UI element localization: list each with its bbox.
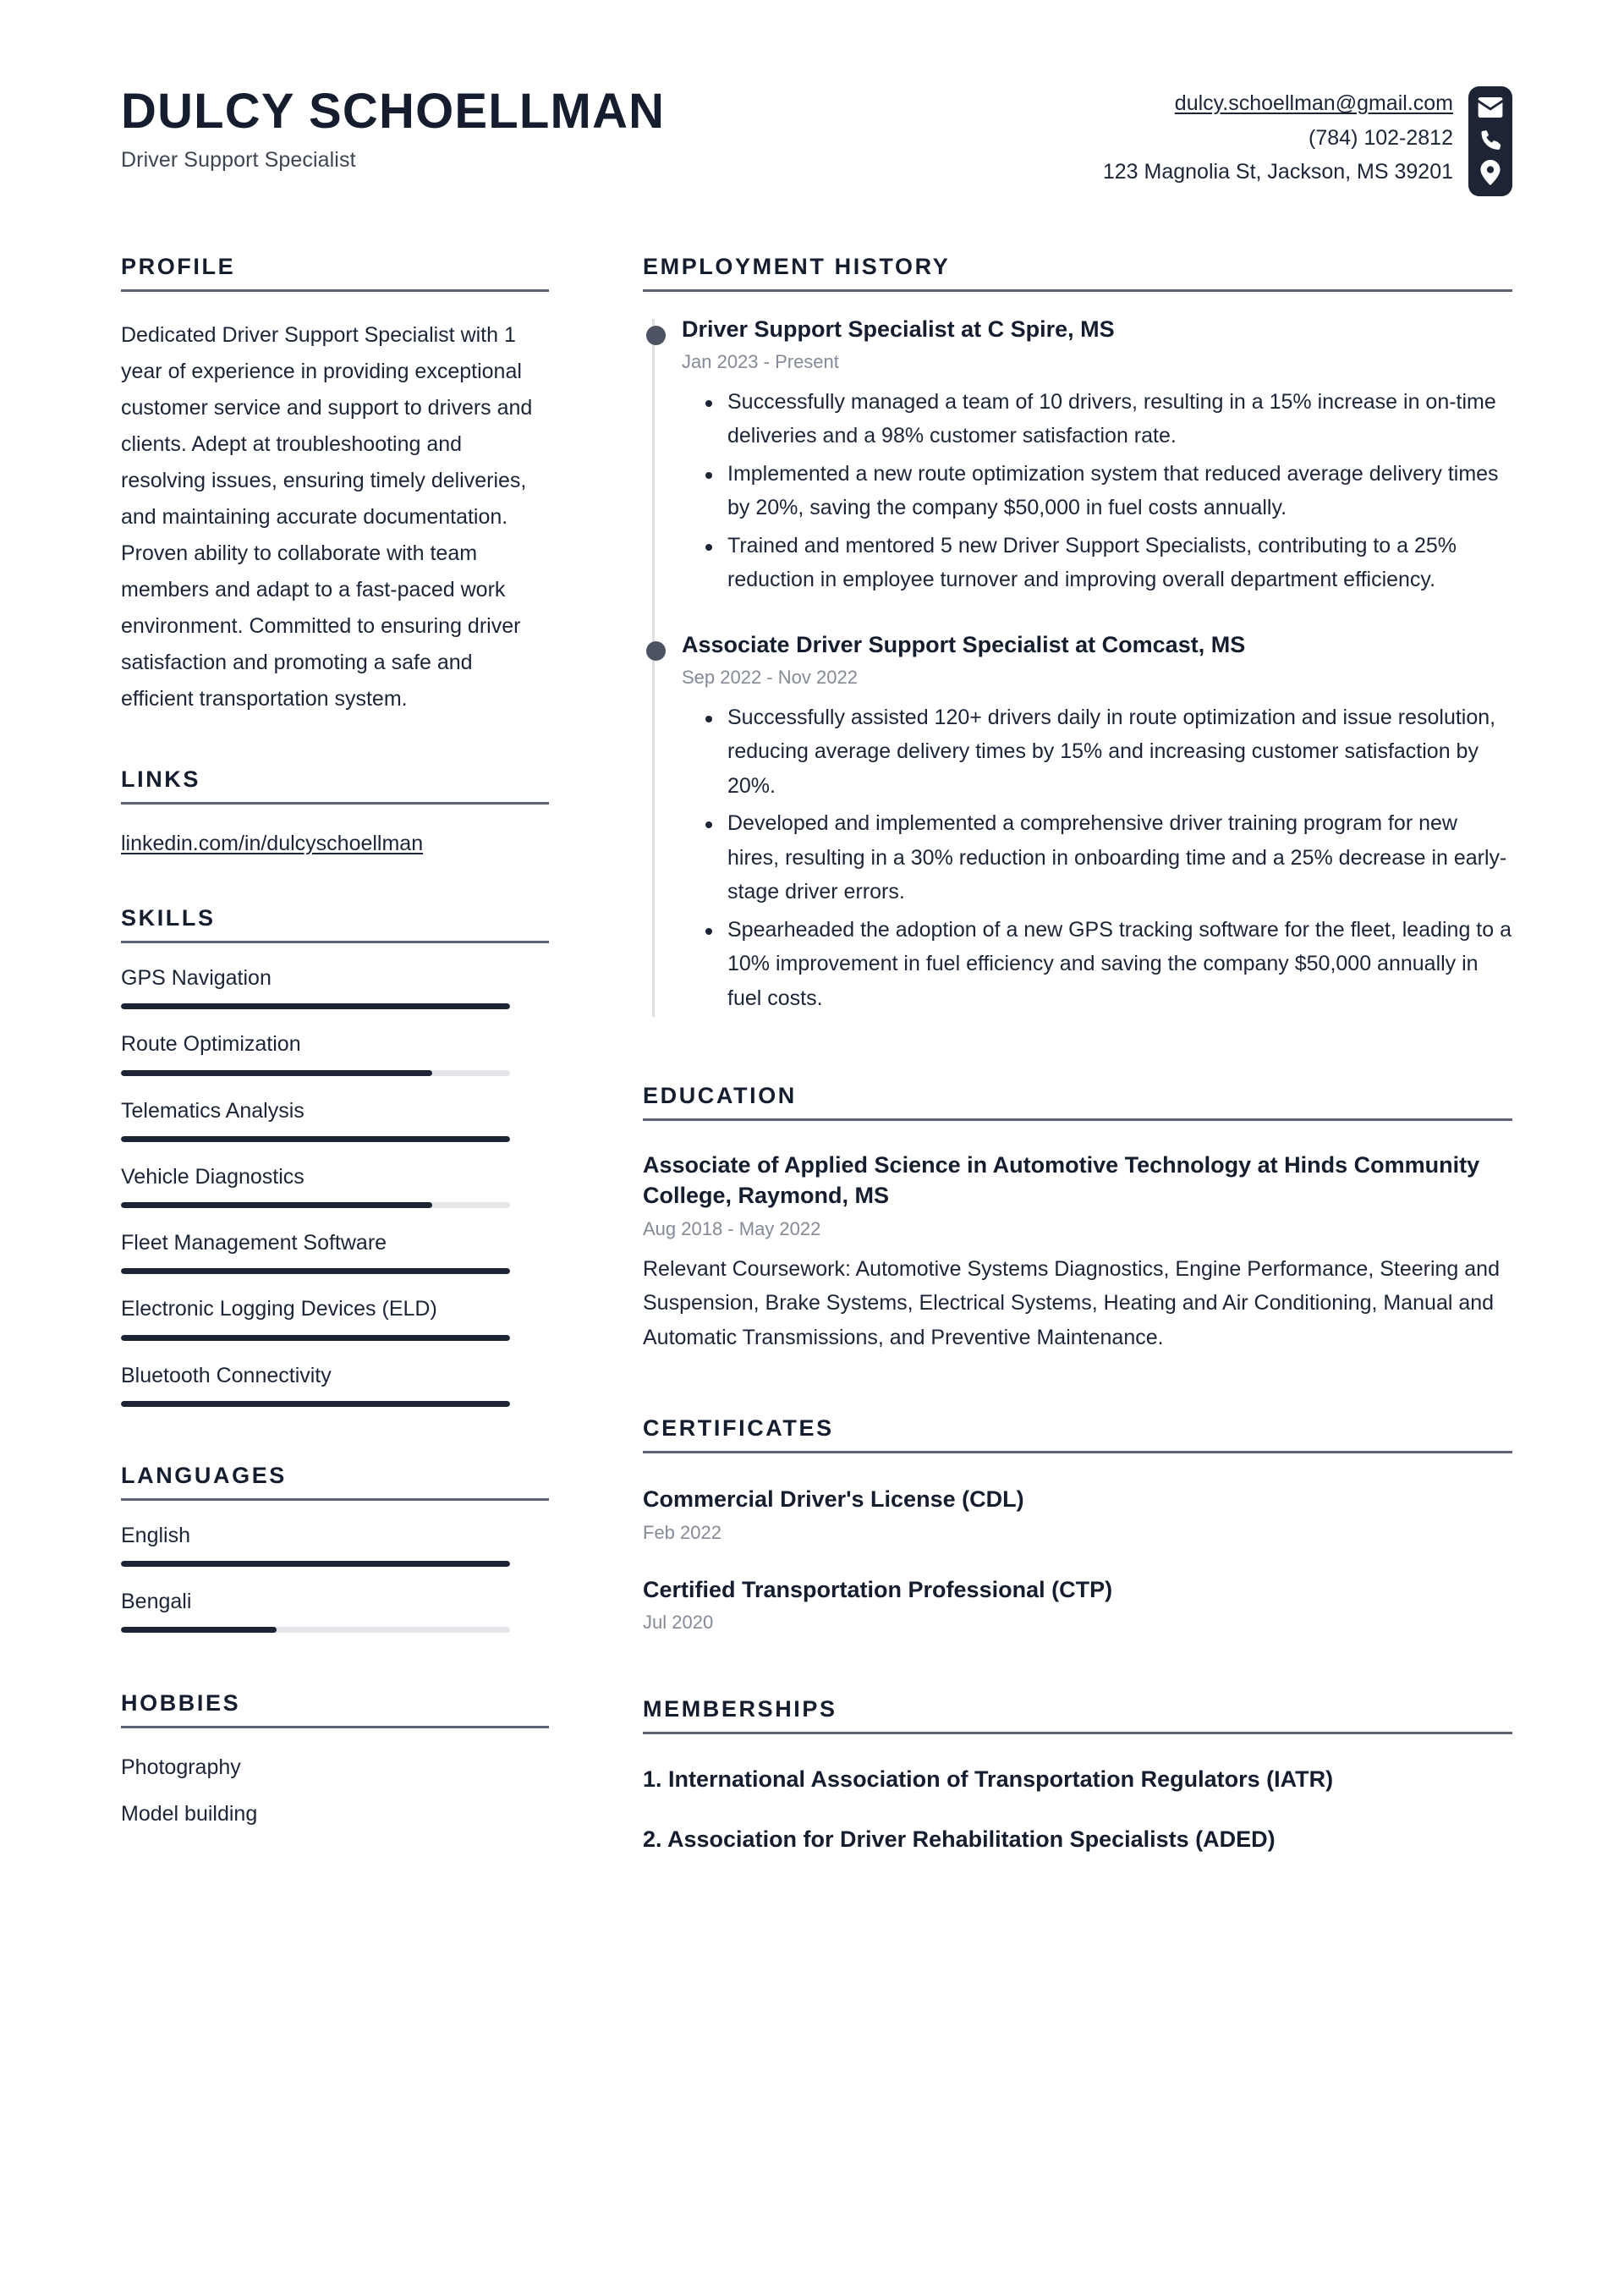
link-item[interactable]: linkedin.com/in/dulcyschoellman: [121, 832, 424, 855]
job-bullet: Trained and mentored 5 new Driver Support Specialists, contributing to a 25% reduction in employee turnover and improving overall department efficiency.: [727, 529, 1512, 597]
certificate-entry: [643, 1484, 1512, 1543]
employment-section: [643, 255, 1512, 1020]
language-label: English: [121, 1523, 190, 1547]
contact-details: [1103, 86, 1453, 190]
job-date: Jan 2023 - Present: [682, 350, 839, 372]
languages-section: [121, 1464, 549, 1634]
job-bullet: Implemented a new route optimization system that reduced average delivery times by 20%, saving the company $50,000 in fuel costs annually.: [727, 457, 1512, 525]
links-section: [121, 768, 549, 856]
job-bullets: [682, 700, 1512, 1016]
phone-icon: [1479, 127, 1502, 151]
education-description: Relevant Coursework: Automotive Systems Diagnostics, Engine Performance, Steering and Suspension, Brake Systems, Electrical Systems, Heating and Air Conditioning, Manual and Automatic Transmissions, and Preventive Maintenance.: [643, 1256, 1500, 1349]
envelope-icon: [1478, 97, 1503, 118]
job-date: Sep 2022 - Nov 2022: [682, 666, 858, 688]
section-divider: [643, 1118, 1512, 1121]
membership-item: 2. Association for Driver Rehabilitation Specialists (ADED): [643, 1826, 1276, 1853]
memberships-heading: MEMBERSHIPS: [643, 1696, 837, 1722]
skill-meter-fill: [121, 1003, 510, 1009]
job-bullet: Spearheaded the adoption of a new GPS tracking software for the fleet, leading to a 10% improvement in fuel efficiency and saving the company $50,000 annually in fuel costs.: [727, 913, 1512, 1016]
education-date: Aug 2018 - May 2022: [643, 1217, 821, 1239]
language-meter: [121, 1561, 510, 1567]
skill-meter-fill: [121, 1401, 510, 1407]
skill-label: Fleet Management Software: [121, 1231, 387, 1255]
education-title: Associate of Applied Science in Automotive Technology at Hinds Community College, Raymond, MS: [643, 1152, 1480, 1209]
certificate-date: Jul 2020: [643, 1612, 714, 1634]
sidebar-column: [121, 255, 549, 1826]
language-item: [121, 1589, 549, 1633]
job-bullet: Successfully assisted 120+ drivers daily in route optimization and issue resolution, reducing average delivery times by 15% and increasing customer satisfaction by 20%.: [727, 700, 1512, 804]
certificate-date: Feb 2022: [643, 1521, 721, 1543]
skill-item: [121, 1031, 549, 1075]
skill-label: Electronic Logging Devices (ELD): [121, 1297, 437, 1321]
skill-meter-fill: [121, 1136, 510, 1142]
skill-item: [121, 1098, 549, 1142]
profile-section: [121, 255, 549, 717]
skill-meter-fill: [121, 1335, 510, 1341]
skill-label: GPS Navigation: [121, 966, 272, 990]
profile-heading: PROFILE: [121, 254, 236, 279]
section-divider: [121, 1498, 549, 1501]
skill-item: [121, 1164, 549, 1208]
language-item: [121, 1523, 549, 1567]
hobbies-section: [121, 1692, 549, 1826]
contact-address: 123 Magnolia St, Jackson, MS 39201: [1102, 160, 1453, 184]
section-divider: [121, 941, 549, 943]
employment-heading: EMPLOYMENT HISTORY: [643, 254, 951, 279]
memberships-list: [643, 1765, 1512, 1854]
skill-item: [121, 1296, 549, 1340]
candidate-name: DULCY SCHOELLMAN: [121, 84, 666, 139]
identity-block: [121, 74, 665, 173]
job-title: Driver Support Specialist at C Spire, MS: [682, 316, 1115, 342]
links-heading: LINKS: [121, 766, 200, 792]
skill-meter: [121, 1202, 510, 1208]
education-entry: [643, 1150, 1512, 1354]
skill-meter-fill: [121, 1070, 432, 1076]
main-column: [549, 255, 1512, 1854]
skill-label: Vehicle Diagnostics: [121, 1164, 304, 1189]
timeline-dot-icon: [646, 326, 666, 345]
skill-meter-fill: [121, 1268, 510, 1274]
skill-meter: [121, 1335, 510, 1341]
candidate-job-title: Driver Support Specialist: [121, 148, 356, 173]
section-divider: [643, 289, 1512, 292]
resume-body: [0, 196, 1624, 1854]
education-heading: EDUCATION: [643, 1083, 797, 1108]
skill-meter-fill: [121, 1202, 432, 1208]
contact-block: [1103, 74, 1512, 196]
skill-meter: [121, 1401, 510, 1407]
languages-heading: LANGUAGES: [121, 1462, 287, 1488]
contact-phone: (784) 102-2812: [1309, 125, 1453, 150]
hobby-item: Photography: [121, 1755, 241, 1780]
skill-meter: [121, 1136, 510, 1142]
location-pin-icon: [1480, 160, 1501, 185]
resume-header: [0, 0, 1624, 196]
job-entry: [682, 316, 1512, 602]
membership-item: 1. International Association of Transportation Regulators (IATR): [643, 1766, 1334, 1793]
language-label: Bengali: [121, 1590, 192, 1613]
skills-section: [121, 907, 549, 1407]
employment-timeline: [643, 316, 1512, 1020]
contact-icon-bar: [1468, 86, 1512, 196]
skill-meter: [121, 1268, 510, 1274]
hobby-item: Model building: [121, 1802, 258, 1826]
skill-label: Telematics Analysis: [121, 1098, 304, 1123]
skill-meter: [121, 1070, 510, 1076]
certificates-section: [643, 1417, 1512, 1634]
section-divider: [121, 1726, 549, 1728]
education-section: [643, 1085, 1512, 1354]
skill-item: [121, 1230, 549, 1274]
skills-heading: SKILLS: [121, 905, 216, 931]
memberships-section: [643, 1698, 1512, 1854]
job-title: Associate Driver Support Specialist at Comcast, MS: [682, 631, 1246, 657]
language-meter: [121, 1627, 510, 1633]
section-divider: [643, 1732, 1512, 1734]
profile-text: Dedicated Driver Support Specialist with 1 year of experience in providing exceptional customer service and support to drivers and clients. Adept at troubleshooting and resolving issues, ensuring timely deliveries, and maintaining accurate documentation. Proven ability to collaborate with team members and adapt to a fast-paced work environment. Committed to ensuring driver satisfaction and promoting a safe and efficient transportation system.: [121, 323, 533, 711]
certificate-title: Commercial Driver's License (CDL): [643, 1486, 1024, 1513]
certificates-heading: CERTIFICATES: [643, 1415, 834, 1442]
job-bullet: Successfully managed a team of 10 drivers, resulting in a 15% increase in on-time deliveries and a 98% customer satisfaction rate.: [727, 385, 1512, 453]
certificate-title: Certified Transportation Professional (CTP): [643, 1576, 1113, 1602]
contact-email[interactable]: dulcy.schoellman@gmail.com: [1174, 91, 1453, 115]
hobbies-heading: HOBBIES: [121, 1690, 241, 1717]
certificate-entry: [643, 1574, 1512, 1634]
skill-meter: [121, 1003, 510, 1009]
language-meter-fill: [121, 1561, 510, 1567]
skill-item: [121, 965, 549, 1009]
job-bullets: [682, 385, 1512, 597]
skill-label: Bluetooth Connectivity: [121, 1363, 332, 1387]
skill-label: Route Optimization: [121, 1032, 301, 1057]
language-meter-fill: [121, 1627, 277, 1633]
skill-item: [121, 1363, 549, 1407]
timeline-dot-icon: [646, 641, 666, 661]
job-bullet: Developed and implemented a comprehensive driver training program for new hires, resulting in a 30% reduction in onboarding time and a 25% decrease in early-stage driver errors.: [727, 806, 1512, 909]
job-entry: [682, 631, 1512, 1020]
section-divider: [643, 1451, 1512, 1453]
section-divider: [121, 289, 549, 292]
